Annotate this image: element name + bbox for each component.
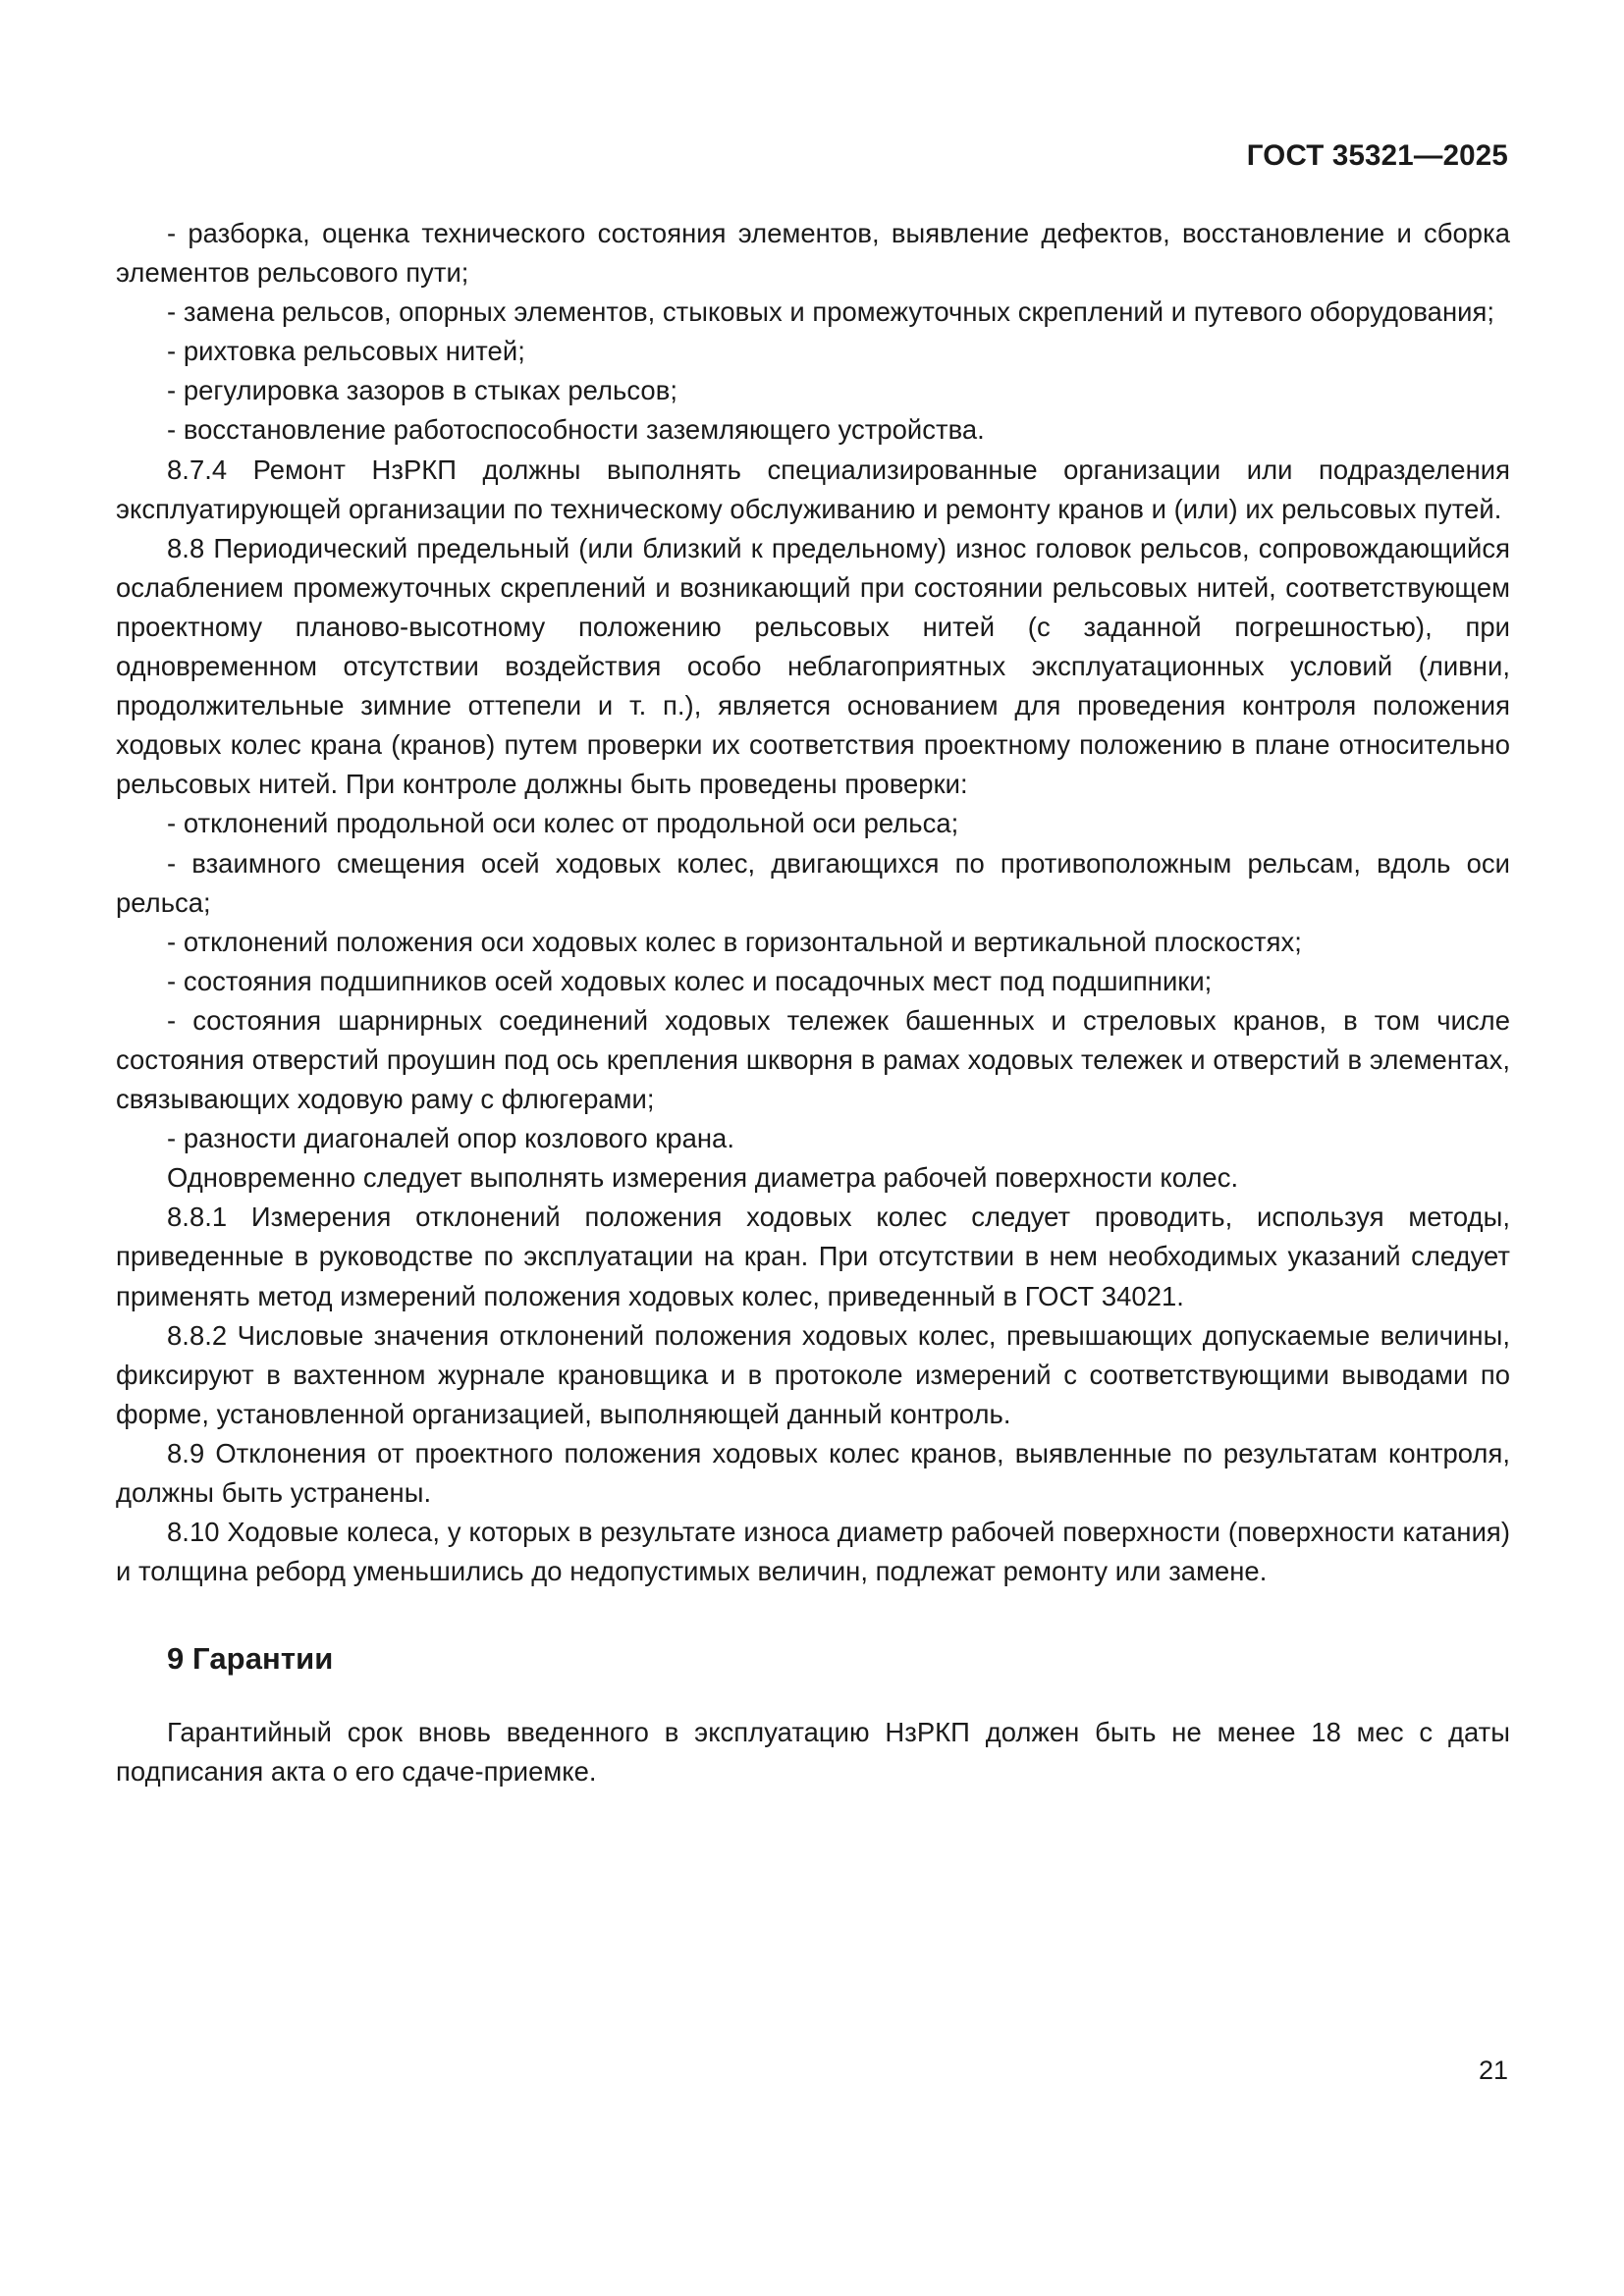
section-9-paragraph: Гарантийный срок вновь введенного в эксплуатацию НзРКП должен быть не менее 18 мес с даты подписания акта о его сдаче-приемке.: [116, 1717, 1510, 1788]
page-number: 21: [1478, 2056, 1508, 2085]
clause-8-7-4: 8.7.4 Ремонт НзРКП должны выполнять специализированные организации или подразделения эксплуатирующей организации по техническому обслуживанию и ремонту кранов и (или) их рельсовых путей.: [116, 454, 1510, 524]
list-item: - замена рельсов, опорных элементов, стыковых и промежуточных скреплений и путевого оборудования;: [167, 296, 1495, 328]
clause-8-8-2: 8.8.2 Числовые значения отклонений положения ходовых колес, превышающих допускаемые величины, фиксируют в вахтенном журнале крановщика и в протоколе измерений с соответствующими выводами по форме, установленной организацией, выполняющей данный контроль.: [116, 1319, 1510, 1429]
list-item: - взаимного смещения осей ходовых колес, двигающихся по противоположным рельсам, вдоль оси рельса;: [116, 847, 1510, 918]
list-item: - рихтовка рельсовых нитей;: [167, 336, 525, 367]
list-item: - разборка, оценка технического состояния элементов, выявление дефектов, восстановление и сборка элементов рельсового пути;: [116, 218, 1510, 289]
page-body-text: [116, 214, 1510, 1791]
list-item: - состояния подшипников осей ходовых колес и посадочных мест под подшипники;: [167, 965, 1213, 996]
running-header-standard-number: ГОСТ 35321—2025: [1246, 139, 1508, 172]
spacer: [116, 1591, 1510, 1640]
list-item: - отклонений продольной оси колес от продольной оси рельса;: [167, 808, 959, 839]
spacer: [116, 1678, 1510, 1713]
section-heading-9-guarantees: 9 Гарантии: [167, 1641, 334, 1677]
clause-8-10: 8.10 Ходовые колеса, у которых в результате износа диаметр рабочей поверхности (поверхности катания) и толщина реборд уменьшились до недопустимых величин, подлежат ремонту или замене.: [116, 1517, 1510, 1587]
list-item: - состояния шарнирных соединений ходовых тележек башенных и стреловых кранов, в том числе состояния отверстий проушин под ось крепления шкворня в рамах ходовых тележек и отверстий в элементах, связывающих ходовую раму с флюгерами;: [116, 1004, 1510, 1115]
list-item: - отклонений положения оси ходовых колес в горизонтальной и вертикальной плоскостях;: [167, 926, 1302, 957]
list-item: - разности диагоналей опор козлового крана.: [167, 1123, 734, 1154]
list-item: - восстановление работоспособности заземляющего устройства.: [167, 414, 985, 446]
clause-8-8: 8.8 Периодический предельный (или близкий к предельному) износ головок рельсов, сопровождающийся ослаблением промежуточных скреплений и возникающий при состоянии рельсовых нитей, соответствующем проектному планово-высотному положению рельсовых нитей (с заданной погрешностью), при одновременном отсутствии воздействия особо неблагоприятных эксплуатационных условий (ливни, продолжительные зимние оттепели и т. п.), является основанием для проведения контроля положения ходовых колес крана (кранов) путем проверки их соответствия проектному положению в плане относительно рельсовых нитей. При контроле должны быть проведены проверки:: [116, 532, 1510, 800]
clause-8-8-1: 8.8.1 Измерения отклонений положения ходовых колес следует проводить, используя методы, приведенные в руководстве по эксплуатации на кран. При отсутствии в нем необходимых указаний следует применять метод измерений положения ходовых колес, приведенный в ГОСТ 34021.: [116, 1201, 1510, 1311]
note-simultaneous-measurements: Одновременно следует выполнять измерения диаметра рабочей поверхности колес.: [167, 1162, 1239, 1194]
clause-8-9: 8.9 Отклонения от проектного положения ходовых колес кранов, выявленные по результатам контроля, должны быть устранены.: [116, 1437, 1510, 1508]
list-item: - регулировка зазоров в стыках рельсов;: [167, 375, 677, 406]
